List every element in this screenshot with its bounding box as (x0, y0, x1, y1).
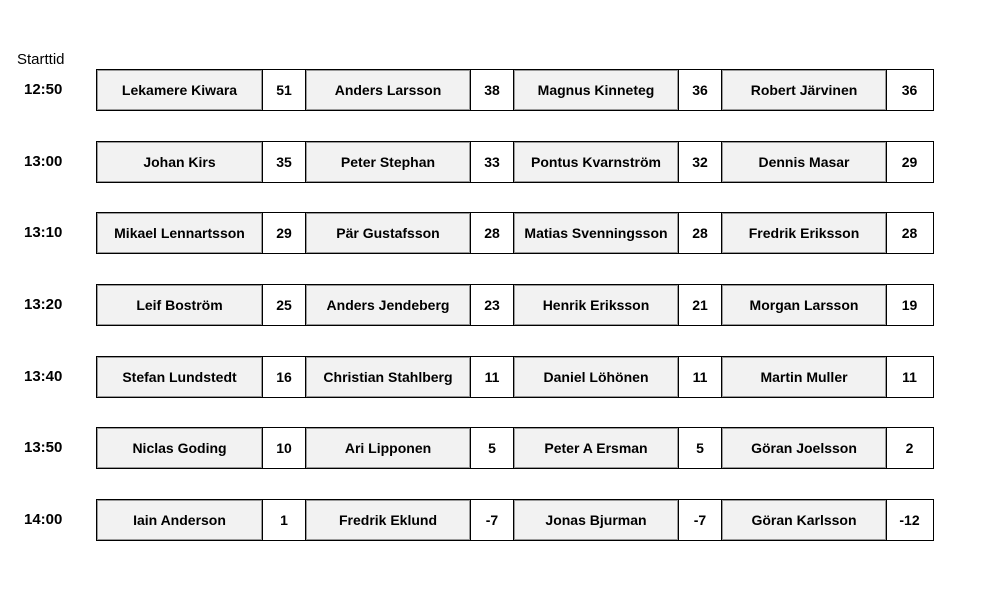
player-score: 19 (886, 285, 932, 325)
player-score: 36 (886, 70, 932, 110)
player-name: Anders Larsson (306, 70, 470, 110)
start-time: 12:50 (24, 81, 63, 98)
player-group (96, 499, 934, 541)
player-score: 11 (678, 357, 722, 397)
player-name: Ari Lipponen (306, 428, 470, 468)
player-name: Fredrik Eriksson (722, 213, 886, 253)
player-name: Jonas Bjurman (514, 500, 678, 540)
tee-time-row (0, 427, 1000, 469)
player-name: Peter Stephan (306, 142, 470, 182)
player-score: 29 (886, 142, 932, 182)
player-score: -7 (470, 500, 514, 540)
player-score: 21 (678, 285, 722, 325)
player-score: 10 (262, 428, 306, 468)
player-name: Robert Järvinen (722, 70, 886, 110)
player-score: 28 (678, 213, 722, 253)
player-name: Henrik Eriksson (514, 285, 678, 325)
player-score: 1 (262, 500, 306, 540)
player-name: Dennis Masar (722, 142, 886, 182)
player-score: 32 (678, 142, 722, 182)
player-name: Martin Muller (722, 357, 886, 397)
player-name: Daniel Löhönen (514, 357, 678, 397)
player-name: Fredrik Eklund (306, 500, 470, 540)
player-name: Matias Svenningsson (514, 213, 678, 253)
player-name: Morgan Larsson (722, 285, 886, 325)
player-name: Niclas Goding (97, 428, 262, 468)
player-name: Johan Kirs (97, 142, 262, 182)
player-score: 25 (262, 285, 306, 325)
player-group (96, 141, 934, 183)
player-score: 51 (262, 70, 306, 110)
player-score: 23 (470, 285, 514, 325)
player-group (96, 69, 934, 111)
player-score: 2 (886, 428, 932, 468)
player-group (96, 427, 934, 469)
player-score: 38 (470, 70, 514, 110)
player-name: Leif Boström (97, 285, 262, 325)
player-score: 5 (470, 428, 514, 468)
start-time: 13:10 (24, 224, 63, 241)
player-score: 36 (678, 70, 722, 110)
player-group (96, 212, 934, 254)
start-time: 13:20 (24, 296, 63, 313)
player-name: Magnus Kinneteg (514, 70, 678, 110)
player-score: -7 (678, 500, 722, 540)
player-group (96, 284, 934, 326)
player-name: Christian Stahlberg (306, 357, 470, 397)
player-score: -12 (886, 500, 932, 540)
player-name: Göran Karlsson (722, 500, 886, 540)
player-name: Pär Gustafsson (306, 213, 470, 253)
start-time: 13:00 (24, 153, 63, 170)
starttid-header: Starttid (17, 51, 65, 68)
player-score: 16 (262, 357, 306, 397)
start-time: 14:00 (24, 511, 63, 528)
player-name: Peter A Ersman (514, 428, 678, 468)
start-time: 13:50 (24, 439, 63, 456)
tee-time-row (0, 212, 1000, 254)
player-name: Lekamere Kiwara (97, 70, 262, 110)
player-name: Pontus Kvarnström (514, 142, 678, 182)
player-score: 11 (470, 357, 514, 397)
player-score: 33 (470, 142, 514, 182)
player-score: 29 (262, 213, 306, 253)
tee-time-row (0, 141, 1000, 183)
player-name: Stefan Lundstedt (97, 357, 262, 397)
player-name: Göran Joelsson (722, 428, 886, 468)
tee-time-row (0, 284, 1000, 326)
player-name: Anders Jendeberg (306, 285, 470, 325)
player-name: Iain Anderson (97, 500, 262, 540)
tee-time-row (0, 69, 1000, 111)
player-score: 28 (470, 213, 514, 253)
player-score: 5 (678, 428, 722, 468)
tee-time-row (0, 356, 1000, 398)
player-group (96, 356, 934, 398)
start-time: 13:40 (24, 368, 63, 385)
player-score: 28 (886, 213, 932, 253)
player-name: Mikael Lennartsson (97, 213, 262, 253)
player-score: 11 (886, 357, 932, 397)
tee-time-row (0, 499, 1000, 541)
player-score: 35 (262, 142, 306, 182)
